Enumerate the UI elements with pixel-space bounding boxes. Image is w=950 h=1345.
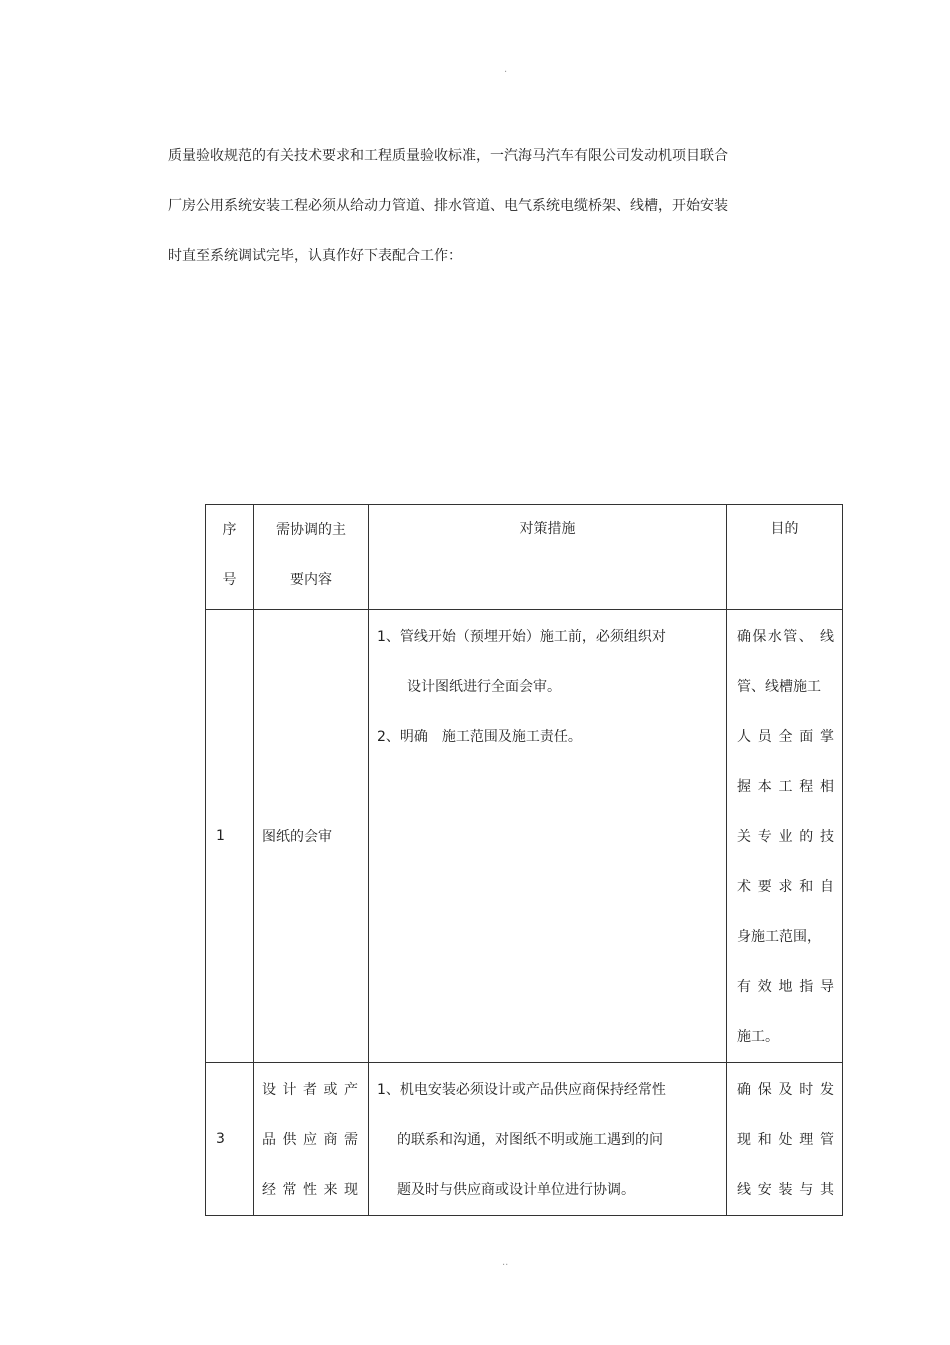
purpose-line: 现和处理管 <box>737 1132 834 1148</box>
row-measures <box>369 1063 727 1216</box>
purpose-line: 握本工程相 <box>737 779 834 795</box>
measure-line: 题及时与供应商或设计单位进行协调。 <box>397 1182 635 1198</box>
coordination-table <box>205 504 843 1216</box>
row-topic <box>254 1063 369 1216</box>
intro-line: 时直至系统调试完毕，认真作好下表配合工作： <box>168 248 462 264</box>
header-purpose <box>727 505 843 610</box>
purpose-line: 有效地指导 <box>737 979 834 995</box>
measure-line: 1、机电安装必须设计或产品供应商保持经常性 <box>377 1082 666 1098</box>
measure-line: 设计图纸进行全面会审。 <box>407 679 561 695</box>
page-dot-mark: · <box>504 67 508 78</box>
row-number: 1 <box>206 610 254 1063</box>
purpose-line: 施工。 <box>737 1029 779 1045</box>
intro-line: 质量验收规范的有关技术要求和工程质量验收标准，一汽海马汽车有限公司发动机项目联合 <box>168 148 728 164</box>
purpose-line: 术要求和自 <box>737 879 834 895</box>
row-topic: 图纸的会审 <box>254 610 369 1063</box>
intro-paragraph <box>168 142 788 292</box>
measure-line: 的联系和沟通，对图纸不明或施工遇到的问 <box>397 1132 663 1148</box>
header-topic <box>254 505 369 610</box>
purpose-line: 管、线槽施工 <box>737 679 821 695</box>
table-row <box>206 1063 843 1216</box>
page-footer-mark: .. <box>502 1257 509 1268</box>
header-no-line: 号 <box>222 572 237 588</box>
header-purpose-label: 目的 <box>770 521 799 537</box>
purpose-line: 关专业的技 <box>737 829 834 845</box>
topic-line: 设计者或产 <box>262 1082 358 1098</box>
header-measures-label: 对策措施 <box>519 521 576 537</box>
header-topic-line: 需协调的主 <box>276 522 346 538</box>
row-purpose <box>727 1063 843 1216</box>
topic-line: 经常性来现 <box>262 1182 358 1198</box>
topic-line: 品供应商需 <box>262 1132 358 1148</box>
intro-line: 厂房公用系统安装工程必须从给动力管道、排水管道、电气系统电缆桥架、线槽，开始安装 <box>168 198 728 214</box>
purpose-line: 身施工范围， <box>737 929 821 945</box>
purpose-line: 确保及时发 <box>737 1082 834 1098</box>
header-no-line: 序 <box>222 522 237 538</box>
header-topic-line: 要内容 <box>290 572 332 588</box>
row-number: 3 <box>206 1063 254 1216</box>
purpose-line: 线安装与其 <box>737 1182 834 1198</box>
header-no <box>206 505 254 610</box>
row-measures <box>369 610 727 1063</box>
purpose-line: 人员全面掌 <box>737 729 834 745</box>
table-row <box>206 610 843 1063</box>
header-measures <box>369 505 727 610</box>
row-purpose <box>727 610 843 1063</box>
purpose-line: 确保水管、 线 <box>737 629 834 645</box>
measure-line: 2、明确 施工范围及施工责任。 <box>377 729 582 745</box>
measure-line: 1、管线开始（预埋开始）施工前，必须组织对 <box>377 629 666 645</box>
table-header-row <box>206 505 843 610</box>
